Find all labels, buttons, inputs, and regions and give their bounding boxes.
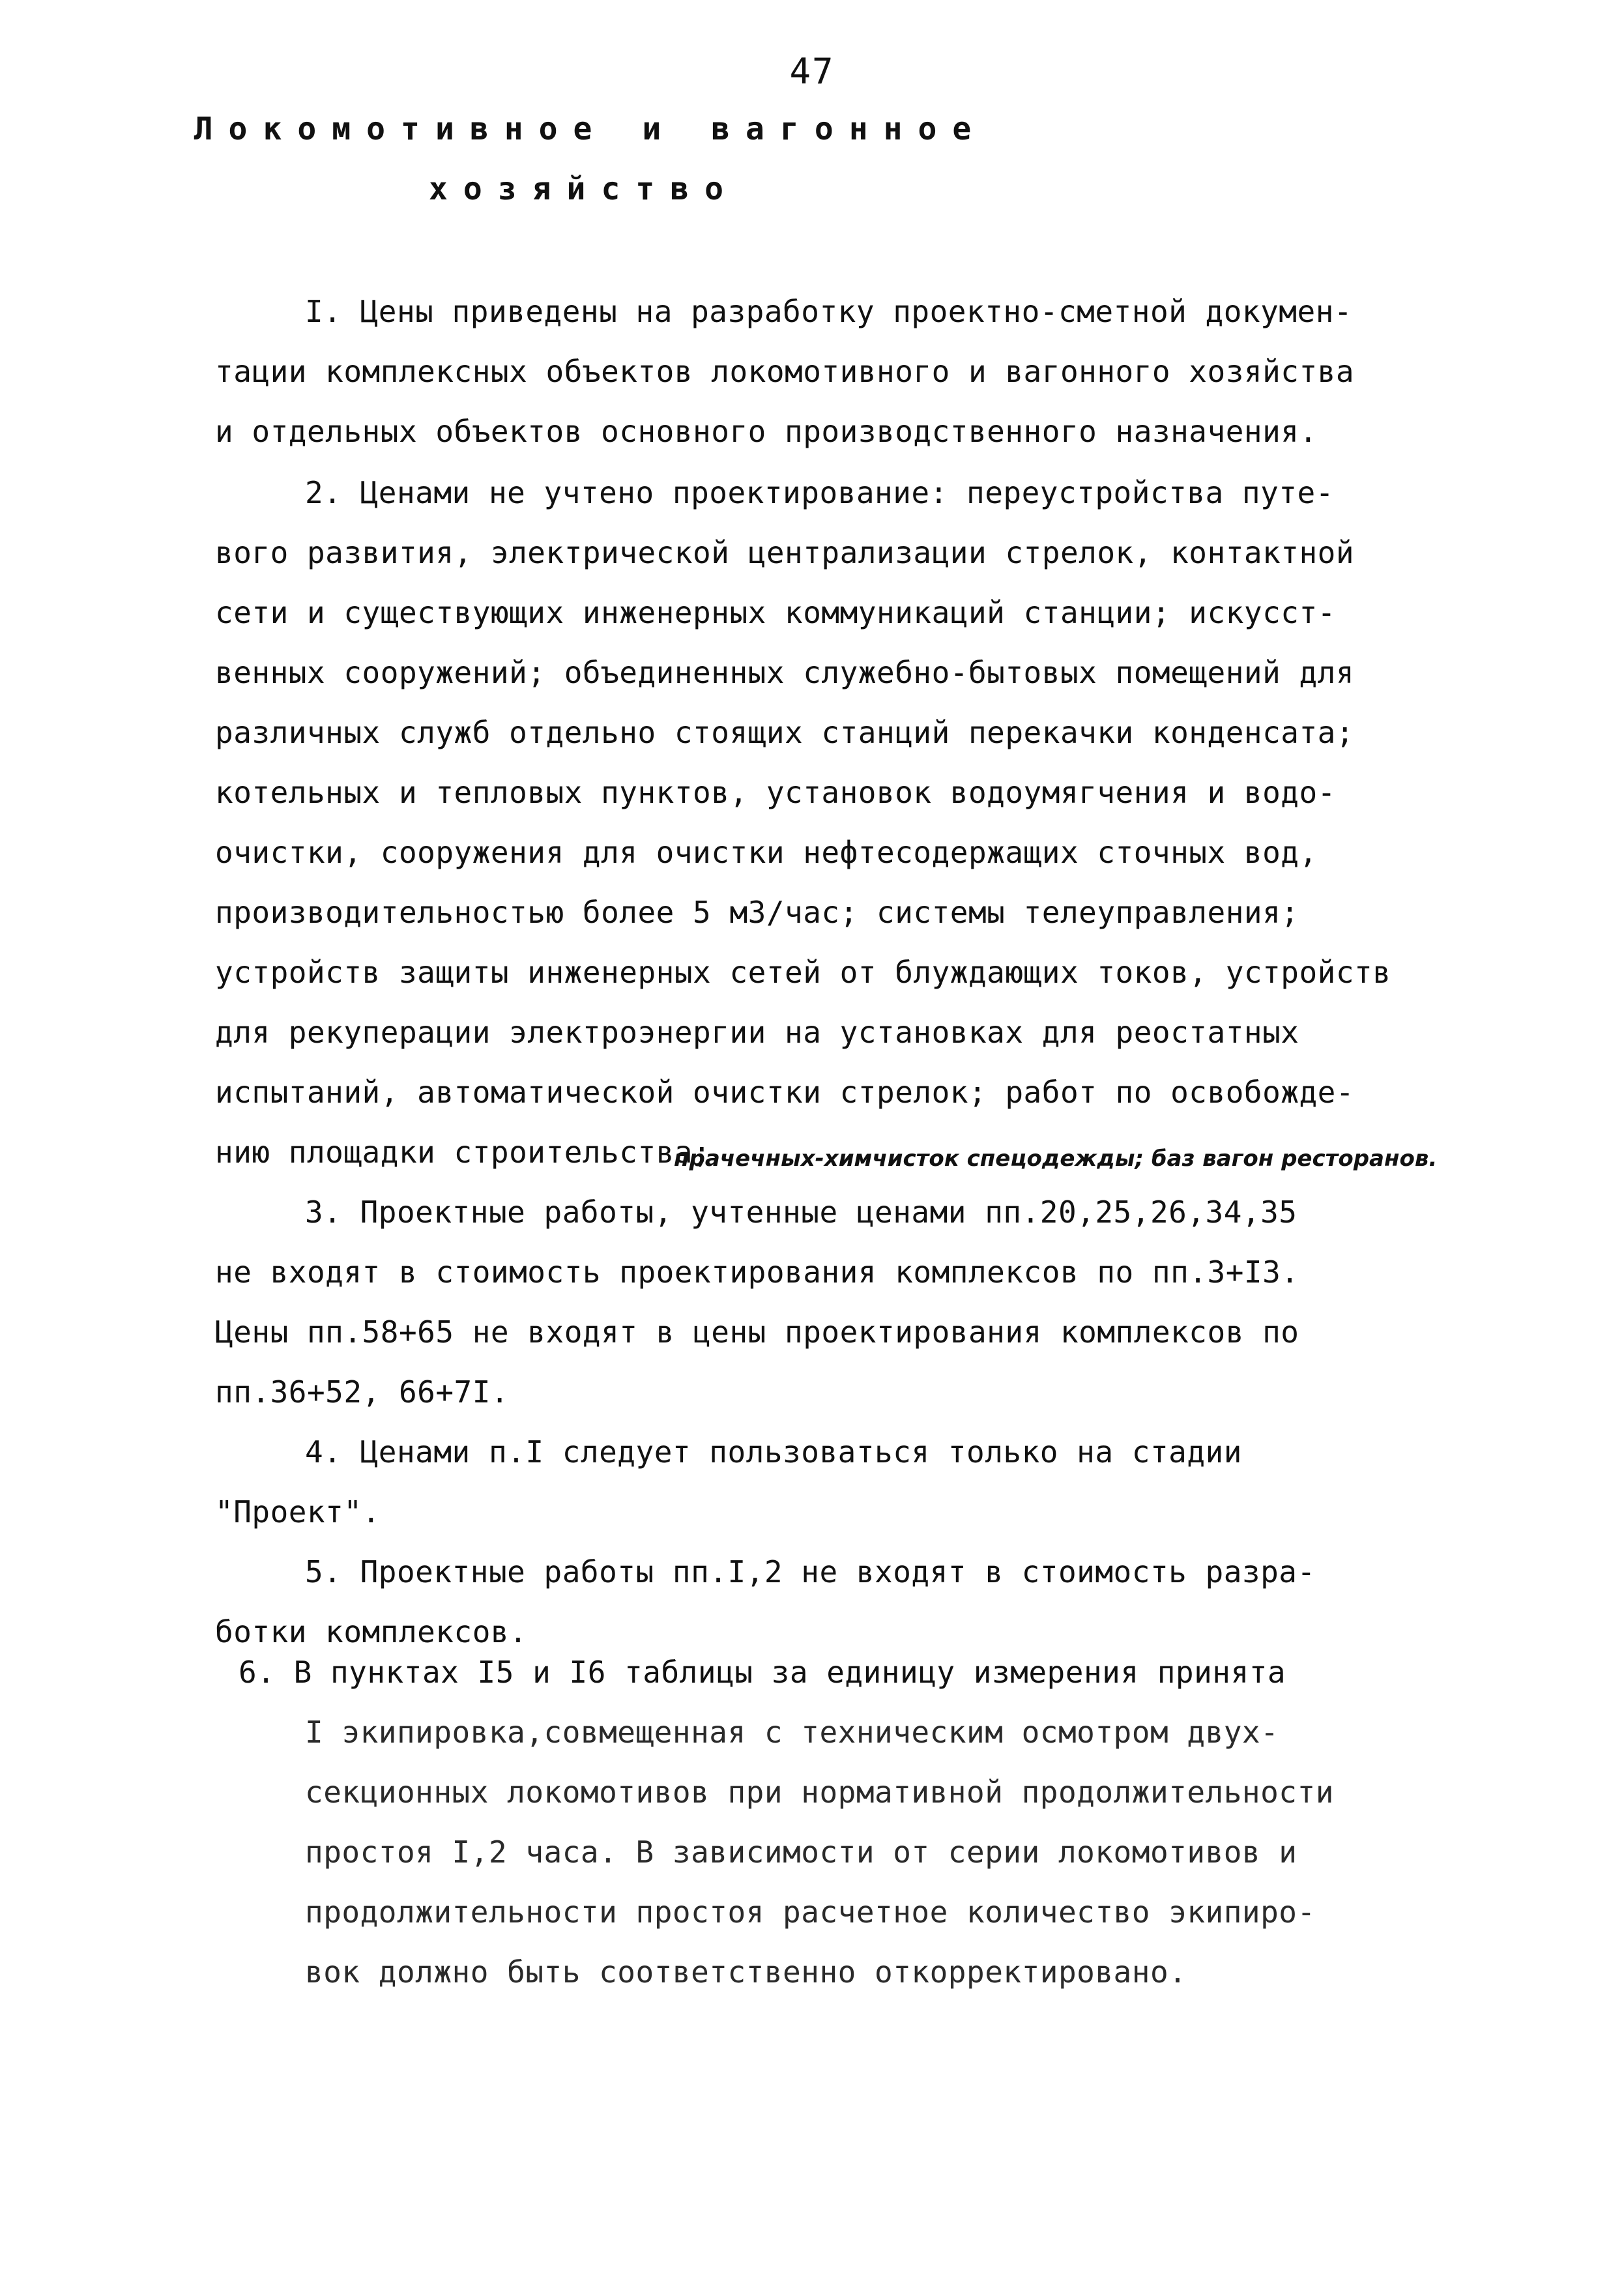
document-title-line-1: Локомотивное и вагонное [194,111,987,147]
paragraph-line: вого развития, электрической централизации стрелок, контактной [215,535,1355,570]
paragraph-line: 5. Проектные работы пп.I,2 не входят в стоимость разра- [305,1554,1316,1589]
paragraph-line: I. Цены приведены на разработку проектно-сметной докумен- [305,294,1353,329]
paragraph-line: ботки комплексов. [215,1614,528,1649]
paragraph-line: производительностью более 5 м3/час; системы телеуправления; [215,895,1299,930]
paragraph-line: I экипировка,совмещенная с техническим осмотром двух- [305,1715,1279,1750]
paragraph-line: котельных и тепловых пунктов, установок водоумягчения и водо- [215,775,1336,810]
document-title-line-2: хозяйство [428,171,740,207]
paragraph-line: различных служб отдельно стоящих станций перекачки конденсата; [215,715,1355,750]
paragraph-line: Цены пп.58+65 не входят в цены проектирования комплексов по [215,1314,1299,1350]
handwritten-addition: прачечных-химчисток спецодежды; баз вагон ресторанов. [674,1146,1438,1172]
paragraph-line: вок должно быть соответственно откорректировано. [305,1954,1187,1990]
paragraph-line: тации комплексных объектов локомотивного и вагонного хозяйства [215,354,1355,389]
paragraph-line: очистки, сооружения для очистки нефтесодержащих сточных вод, [215,835,1318,870]
paragraph-line: испытаний, автоматической очистки стрелок; работ по освобожде- [215,1075,1355,1110]
paragraph-line: 6. В пунктах I5 и I6 таблицы за единицу измерения принята [239,1655,1286,1690]
paragraph-line: сети и существующих инженерных коммуникаций станции; искусст- [215,595,1336,630]
paragraph-line: и отдельных объектов основного производственного назначения. [215,414,1318,449]
paragraph-line: 4. Ценами п.I следует пользоваться только на стадии [305,1434,1242,1470]
paragraph-line: пп.36+52, 66+7I. [215,1374,510,1410]
paragraph-line: не входят в стоимость проектирования комплексов по пп.3+I3. [215,1254,1299,1290]
paragraph-line: секционных локомотивов при нормативной продолжительности [305,1775,1334,1810]
paragraph-line: для рекуперации электроэнергии на установках для реостатных [215,1015,1299,1050]
paragraph-line: "Проект". [215,1494,381,1529]
paragraph-line: устройств защиты инженерных сетей от блуждающих токов, устройств [215,955,1391,990]
paragraph-line: 3. Проектные работы, учтенные ценами пп.20,25,26,34,35 [305,1195,1298,1230]
paragraph-line: венных сооружений; объединенных служебно-бытовых помещений для [215,655,1355,690]
paragraph-line: продолжительности простоя расчетное количество экипиро- [305,1894,1316,1930]
page-number: 47 [789,51,835,92]
paragraph-line: 2. Ценами не учтено проектирование: переустройства путе- [305,475,1334,510]
paragraph-line: нию площадки строительства; [215,1135,712,1170]
paragraph-line: простоя I,2 часа. В зависимости от серии локомотивов и [305,1834,1298,1870]
